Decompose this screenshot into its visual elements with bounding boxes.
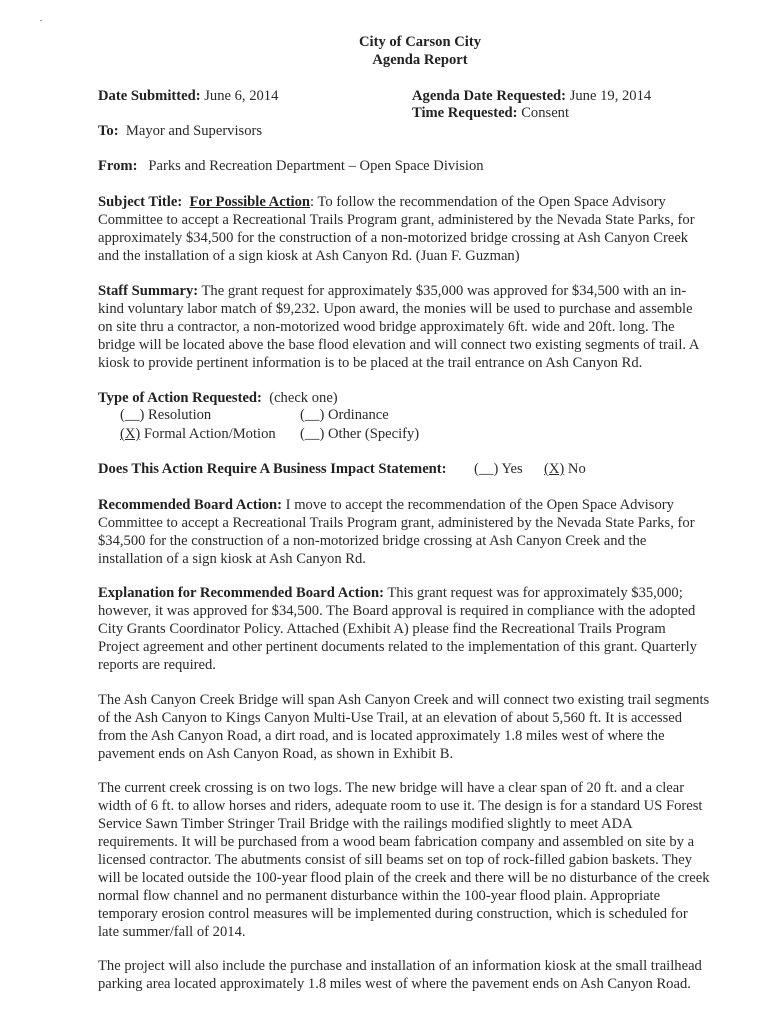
agenda-date-value: June 19, 2014 — [569, 88, 652, 104]
time-requested-value: Consent — [521, 105, 570, 121]
option-formal-action[interactable] — [120, 425, 276, 443]
business-impact-yes-checkbox[interactable]: (__) — [474, 461, 499, 477]
kiosk-paragraph — [98, 957, 738, 993]
kiosk-line-2: parking area located approximately 1.8 miles west of where the pavement ends on Ash Canyon Road. — [98, 976, 691, 992]
subject-line-1: : To follow the recommendation of the Open Space Advisory — [310, 194, 666, 210]
header-report-type: Agenda Report — [372, 52, 468, 68]
recommended-label: Recommended Board Action: — [98, 497, 283, 513]
recommended-line-4: installation of a sign kiosk at Ash Canyon Rd. — [98, 551, 366, 567]
bridge-paragraph — [98, 691, 738, 763]
recommended-line-2: Committee to accept a Recreational Trails Program grant, administered by the Nevada State Parks, for — [98, 515, 695, 531]
to-label: To: — [98, 123, 119, 139]
ordinance-checkbox[interactable]: (__) — [300, 407, 325, 423]
bridge-line-1: The Ash Canyon Creek Bridge will span Ash Canyon Creek and will connect two existing trail segments — [98, 692, 710, 708]
crossing-line-9: late summer/fall of 2014. — [98, 924, 246, 940]
staff-summary-line-1: The grant request for approximately $35,000 was approved for $34,500 with an in- — [198, 283, 687, 299]
formal-action-label: Formal Action/Motion — [143, 426, 276, 442]
crossing-line-4: requirements. It will be purchased from a wood beam fabrication company and assembled on site by a — [98, 834, 695, 850]
other-checkbox[interactable]: (__) — [300, 426, 325, 442]
subject-line-3: approximately $34,500 for the construction of a non-motorized bridge crossing at Ash Canyon Creek — [98, 230, 689, 246]
date-submitted — [98, 87, 278, 105]
scan-speck — [40, 20, 42, 21]
to-value: Mayor and Supervisors — [125, 123, 263, 139]
explanation-label: Explanation for Recommended Board Action: — [98, 585, 384, 601]
staff-summary-section — [98, 282, 720, 372]
resolution-checkbox[interactable]: (__) — [120, 407, 145, 423]
from-line — [98, 157, 484, 175]
document-header — [0, 33, 770, 69]
crossing-line-1: The current creek crossing is on two logs. The new bridge will have a clear span of 20 ft. and a clear — [98, 780, 685, 796]
agenda-date-label: Agenda Date Requested: — [412, 88, 567, 104]
business-impact-no-label: No — [567, 461, 586, 477]
explanation-line-2: however, it was approved for $34,500. The Board approval is required in compliance with the adopted — [98, 603, 696, 619]
option-ordinance[interactable] — [300, 406, 389, 424]
action-type-label: Type of Action Requested: — [98, 390, 262, 406]
date-submitted-label: Date Submitted: — [98, 88, 201, 104]
crossing-line-3: Service Sawn Timber Stringer Trail Bridge with the railings modified slightly to meet ADA — [98, 816, 633, 832]
crossing-line-7: normal flow channel and no permanent disturbance within the 100-year flood plain. Appropriate — [98, 888, 661, 904]
crossing-line-5: licensed contractor. The abutments consist of sill beams set on top of rock-filled gabion baskets. They — [98, 852, 693, 868]
header-city: City of Carson City — [358, 34, 481, 50]
ordinance-label: Ordinance — [327, 407, 389, 423]
staff-summary-line-3: on site thru a contractor, a non-motorized wood bridge approximately 6ft. wide and 20ft. long. The — [98, 319, 675, 335]
action-type-heading — [98, 389, 338, 407]
from-value: Parks and Recreation Department – Open Space Division — [148, 158, 484, 174]
explanation-line-5: reports are required. — [98, 657, 216, 673]
staff-summary-line-4: bridge will be located above the base flood elevation and will connect two existing segments of trail. A — [98, 337, 700, 353]
staff-summary-line-5: kiosk to provide pertinent information is to be placed at the trail entrance on Ash Canyon Rd. — [98, 355, 643, 371]
crossing-line-2: width of 6 ft. to allow horses and riders, adequate room to use it. The design is for a standard US Forest — [98, 798, 703, 814]
business-impact-no-checkbox[interactable]: (X) — [544, 461, 565, 477]
from-label: From: — [98, 158, 138, 174]
resolution-label: Resolution — [147, 407, 212, 423]
subject-line-4: and the installation of a sign kiosk at Ash Canyon Rd. (Juan F. Guzman) — [98, 248, 520, 264]
explanation-line-1: This grant request was for approximately $35,000; — [383, 585, 683, 601]
date-submitted-value: June 6, 2014 — [204, 88, 279, 104]
recommended-line-3: $34,500 for the construction of a non-motorized bridge crossing at Ash Canyon Creek and the — [98, 533, 647, 549]
crossing-line-8: temporary erosion control measures will be implemented during construction, which is scheduled for — [98, 906, 688, 922]
other-label: Other (Specify) — [327, 426, 420, 442]
recommended-line-1: I move to accept the recommendation of the Open Space Advisory — [282, 497, 674, 513]
bridge-line-3: from the Ash Canyon Road, a dirt road, and is located approximately 1.8 miles west of where the — [98, 728, 665, 744]
time-requested-label: Time Requested: — [412, 105, 518, 121]
business-impact-line — [98, 460, 447, 478]
kiosk-line-1: The project will also include the purchase and installation of an information kiosk at the small trailhead — [98, 958, 702, 974]
time-requested — [412, 104, 569, 122]
crossing-paragraph — [98, 779, 738, 941]
explanation-section — [98, 584, 720, 674]
option-resolution[interactable] — [120, 406, 211, 424]
to-line — [98, 122, 262, 140]
staff-summary-line-2: kind voluntary labor match of $9,232. Upon award, the monies will be used to purchase and assemble — [98, 301, 693, 317]
subject-action: For Possible Action — [189, 194, 311, 210]
business-impact-no[interactable] — [544, 460, 586, 478]
bridge-line-2: of the Ash Canyon to Kings Canyon Multi-Use Trail, at an elevation of about 5,560 ft. It is accessed — [98, 710, 683, 726]
business-impact-yes-label: Yes — [501, 461, 523, 477]
bridge-line-4: pavement ends on Ash Canyon Road, as shown in Exhibit B. — [98, 746, 454, 762]
staff-summary-label: Staff Summary: — [98, 283, 199, 299]
subject-line-2: Committee to accept a Recreational Trails Program grant, administered by the Nevada State Parks, for — [98, 212, 695, 228]
action-type-hint: (check one) — [269, 390, 338, 406]
recommended-action-section — [98, 496, 720, 568]
formal-action-checkbox[interactable]: (X) — [120, 426, 141, 442]
business-impact-label: Does This Action Require A Business Impact Statement: — [98, 461, 447, 477]
business-impact-yes[interactable] — [474, 460, 523, 478]
explanation-line-3: City Grants Coordinator Policy. Attached (Exhibit A) please find the Recreational Trails Program — [98, 621, 666, 637]
subject-section — [98, 193, 720, 265]
subject-label: Subject Title: — [98, 194, 183, 210]
option-other[interactable] — [300, 425, 419, 443]
crossing-line-6: will be located outside the 100-year flood plain of the creek and there will be no disturbance of the creek — [98, 870, 710, 886]
explanation-line-4: Project agreement and other pertinent documents related to the implementation of this grant. Quarterly — [98, 639, 697, 655]
agenda-date-requested — [412, 87, 651, 105]
